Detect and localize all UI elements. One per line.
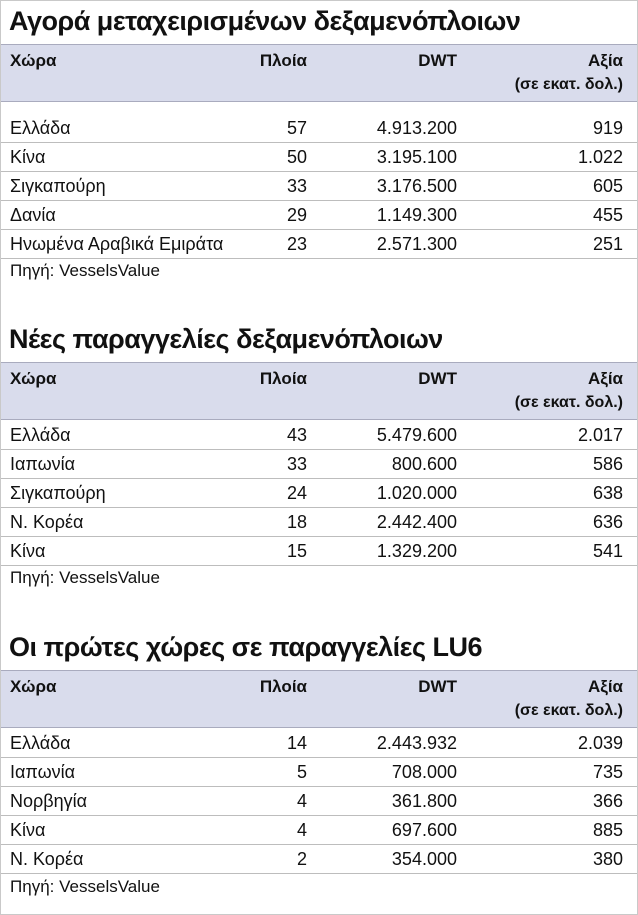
column-header-value: Αξία [587,51,623,70]
cell-value: 638 [592,483,623,503]
table-title: Αγορά μεταχειρισμένων δεξαμενόπλοιων [9,6,521,36]
cell-ships: 2 [296,849,307,869]
table-row [1,787,637,816]
cell-country: Ηνωμένα Αραβικά Εμιράτα [10,234,224,254]
table-row [1,172,637,201]
cell-country: Νορβηγία [10,791,88,811]
table-header [1,362,637,420]
cell-dwt: 354.000 [391,849,457,869]
cell-dwt: 3.176.500 [376,176,457,196]
cell-dwt: 1.020.000 [376,483,457,503]
cell-ships: 43 [286,425,307,445]
cell-country: Ν. Κορέα [10,512,84,532]
source-note: Πηγή: VesselsValue [10,568,160,587]
cell-value: 1.022 [577,147,623,167]
table-row [1,479,637,508]
table-header [1,44,637,102]
column-header-dwt: DWT [418,51,457,70]
table-row [1,143,637,172]
cell-country: Κίνα [10,820,46,840]
cell-value: 2.039 [577,733,623,753]
table-title: Νέες παραγγελίες δεξαμενόπλοιων [9,324,443,354]
table-row [1,729,637,758]
cell-ships: 18 [286,512,307,532]
cell-dwt: 3.195.100 [376,147,457,167]
cell-ships: 15 [286,541,307,561]
column-header-country: Χώρα [10,677,57,696]
cell-ships: 4 [296,820,307,840]
column-header-dwt: DWT [418,677,457,696]
cell-country: Ν. Κορέα [10,849,84,869]
table-header [1,670,637,728]
cell-value: 366 [592,791,623,811]
cell-country: Κίνα [10,147,46,167]
column-header-value-unit: (σε εκατ. δολ.) [514,76,623,93]
cell-value: 605 [592,176,623,196]
cell-dwt: 361.800 [391,791,457,811]
cell-country: Ελλάδα [10,118,71,138]
column-header-ships: Πλοία [259,51,307,70]
table-row [1,758,637,787]
cell-dwt: 2.571.300 [376,234,457,254]
cell-ships: 5 [296,762,307,782]
cell-dwt: 5.479.600 [376,425,457,445]
cell-dwt: 2.443.932 [376,733,457,753]
cell-country: Κίνα [10,541,46,561]
cell-value: 636 [592,512,623,532]
table-row [1,114,637,143]
cell-ships: 33 [286,454,307,474]
table-row [1,508,637,537]
cell-value: 885 [592,820,623,840]
cell-dwt: 697.600 [391,820,457,840]
column-header-value-unit: (σε εκατ. δολ.) [514,394,623,411]
cell-value: 586 [592,454,623,474]
cell-country: Σιγκαπούρη [10,483,106,503]
cell-country: Ιαπωνία [10,454,76,474]
cell-value: 541 [592,541,623,561]
cell-ships: 14 [286,733,307,753]
table-row [1,537,637,566]
source-note: Πηγή: VesselsValue [10,261,160,280]
column-header-country: Χώρα [10,369,57,388]
cell-ships: 23 [286,234,307,254]
column-header-dwt: DWT [418,369,457,388]
cell-value: 251 [592,234,623,254]
table-title: Οι πρώτες χώρες σε παραγγελίες LU6 [9,632,483,662]
column-header-country: Χώρα [10,51,57,70]
column-header-value-unit: (σε εκατ. δολ.) [514,702,623,719]
cell-value: 919 [592,118,623,138]
cell-value: 380 [592,849,623,869]
cell-dwt: 2.442.400 [376,512,457,532]
column-header-value: Αξία [587,677,623,696]
cell-country: Ελλάδα [10,425,71,445]
column-header-ships: Πλοία [259,369,307,388]
cell-value: 2.017 [577,425,623,445]
cell-country: Ιαπωνία [10,762,76,782]
cell-ships: 33 [286,176,307,196]
cell-dwt: 4.913.200 [376,118,457,138]
column-header-value: Αξία [587,369,623,388]
table-row [1,230,637,259]
table-row [1,450,637,479]
source-note: Πηγή: VesselsValue [10,877,160,896]
cell-value: 455 [592,205,623,225]
cell-ships: 50 [286,147,307,167]
table-row [1,201,637,230]
cell-ships: 57 [286,118,307,138]
column-header-ships: Πλοία [259,677,307,696]
cell-dwt: 1.149.300 [376,205,457,225]
cell-country: Δανία [10,205,56,225]
table-row [1,421,637,450]
cell-value: 735 [592,762,623,782]
cell-ships: 29 [286,205,307,225]
cell-dwt: 708.000 [391,762,457,782]
cell-dwt: 800.600 [391,454,457,474]
cell-ships: 4 [296,791,307,811]
cell-country: Ελλάδα [10,733,71,753]
cell-dwt: 1.329.200 [376,541,457,561]
table-row [1,845,637,874]
cell-ships: 24 [286,483,307,503]
table-row [1,816,637,845]
cell-country: Σιγκαπούρη [10,176,106,196]
